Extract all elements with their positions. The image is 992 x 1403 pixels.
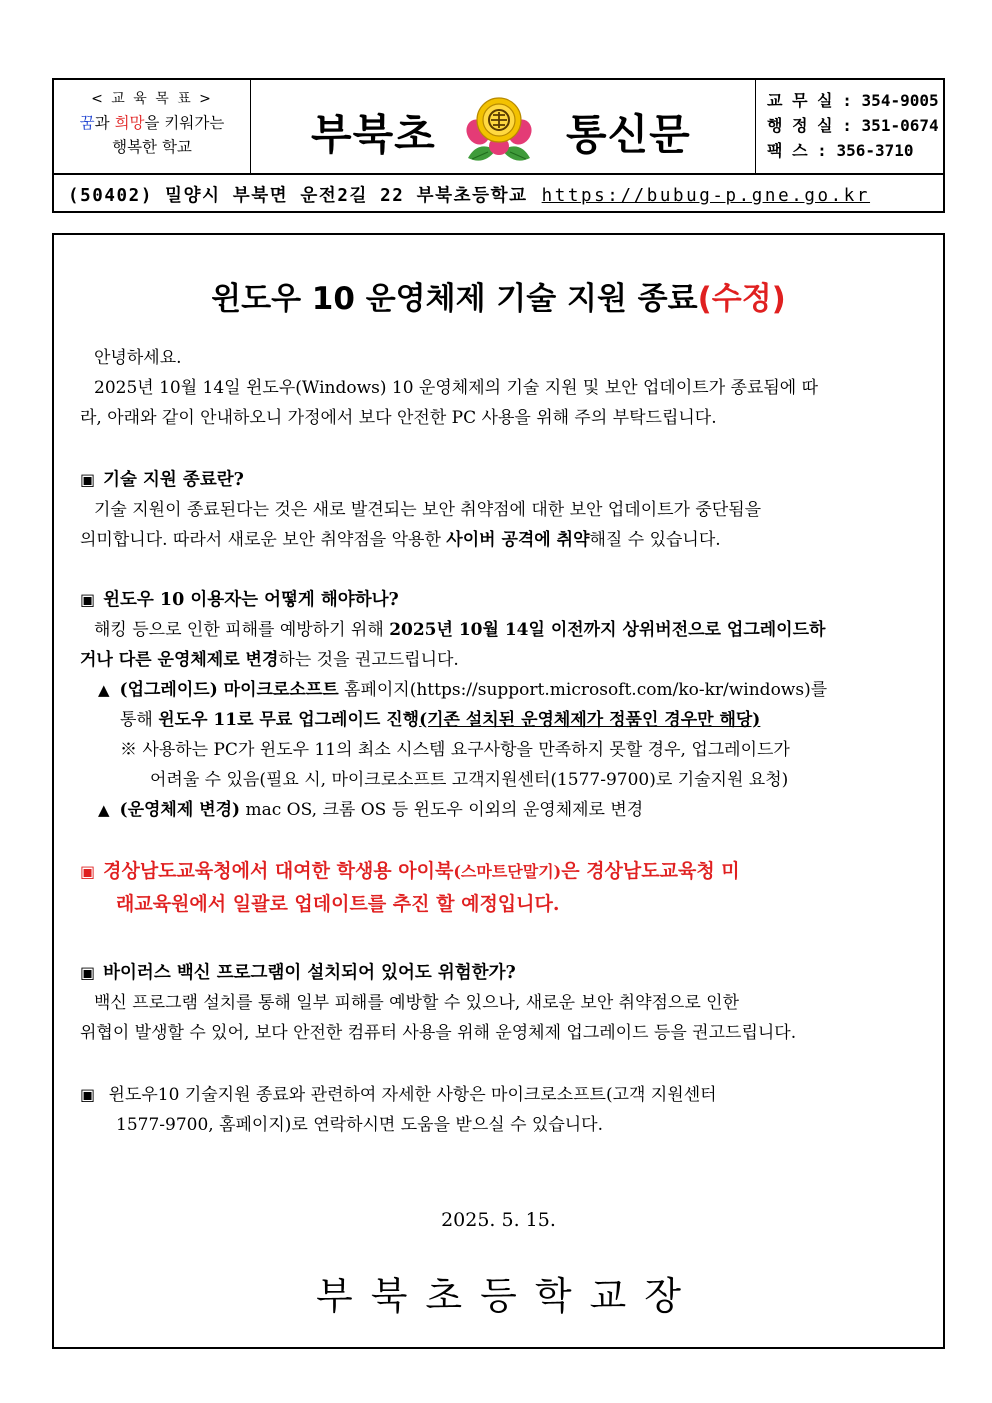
contact-value: 354-9005 [861, 91, 939, 110]
goal-word-hope: 희망 [114, 114, 145, 132]
section1-line2 [80, 525, 922, 555]
contact-row-admin [767, 113, 945, 138]
square-bullet-icon: ▣ [80, 1085, 96, 1104]
section4-line2: 1577-9700, 홈페이지)로 연락하시면 도움을 받으실 수 있습니다. [116, 1115, 603, 1135]
contact-label: 팩 스 : [767, 141, 827, 160]
text: 홈페이지(https://support.microsoft.com/ko-kr/windows)를 [338, 680, 828, 700]
triangle-bullet-icon: ▲ [98, 681, 110, 699]
notice-title-main: 윈도우 10 운영체제 기술 지원 종료 [211, 281, 698, 317]
notice-title [54, 273, 943, 318]
section-antivirus [80, 958, 922, 1048]
goal-word-dream: 꿈 [79, 114, 95, 132]
intro-greeting: 안녕하세요. [94, 348, 182, 368]
text: 의미합니다. 따라서 새로운 보안 취약점을 악용한 [80, 530, 447, 550]
ibook-update-alert [80, 855, 922, 920]
contact-value: 356-3710 [836, 141, 914, 160]
contact-row-academic [767, 88, 945, 113]
section-heading-text: 기술 지원 종료란? [103, 470, 244, 490]
note-line2: 어려울 수 있음(필요 시, 마이크로소프트 고객지원센터(1577-9700)로 기술지원 요청) [150, 770, 789, 790]
contact-info [756, 80, 945, 173]
header-title-area [251, 80, 756, 173]
contact-label: 교 무 실 : [767, 91, 852, 110]
note-line1: ※ 사용하는 PC가 윈도우 11의 최소 시스템 요구사항을 만족하지 못할 경우, 업그레이드가 [120, 740, 790, 760]
section-what-to-do [80, 585, 922, 825]
text: (스마트단말기) [453, 862, 562, 881]
education-goal [54, 80, 251, 173]
upgrade-item-cont [80, 705, 922, 735]
os-change-item [80, 795, 922, 825]
notice-title-revision: (수정) [697, 281, 786, 317]
goal-word-and: 과 [94, 114, 115, 132]
emphasis-text: (운영체제 변경) [119, 800, 241, 820]
contact-value: 351-0674 [861, 116, 939, 135]
notice-date: 2025. 5. 15. [441, 1209, 556, 1231]
underlined-text: (기존 설치된 운영체제가 정품인 경우만 해당) [419, 710, 761, 730]
text: 경상남도교육청에서 대여한 학생용 아이북 [103, 860, 454, 882]
education-goal-label: < 교 육 목 표 > [91, 91, 213, 107]
section3-line1: 백신 프로그램 설치를 통해 일부 피해를 예방할 수 있으나, 새로운 보안 취약점으로 인한 [94, 993, 740, 1013]
principal-signature: 부북초등학교장 [316, 1274, 699, 1318]
alert-line1 [80, 855, 922, 888]
contact-row-fax [767, 138, 945, 163]
square-bullet-icon: ▣ [80, 862, 96, 881]
text: 하는 것을 권고드립니다. [278, 650, 459, 670]
intro-line2: 라, 아래와 같이 안내하오니 가정에서 보다 안전한 PC 사용을 위해 주의 부탁드립니다. [80, 408, 717, 428]
alert-line2: 래교육원에서 일괄로 업데이트를 추진 할 예정입니다. [116, 893, 560, 915]
school-name: 부북초 [311, 110, 436, 159]
section1-line1: 기술 지원이 종료된다는 것은 새로 발견되는 보안 취약점에 대한 보안 업데이트가 중단됨을 [94, 500, 762, 520]
emphasis-text: (업그레이드) 마이크로소프트 [119, 680, 339, 700]
section-support-end [80, 465, 922, 555]
text: mac OS, 크롬 OS 등 윈도우 이외의 운영체제로 변경 [240, 800, 644, 820]
text: 해킹 등으로 인한 피해를 예방하기 위해 [94, 620, 390, 640]
upgrade-item [80, 675, 922, 705]
section-heading-text: 바이러스 백신 프로그램이 설치되어 있어도 위험한가? [103, 963, 516, 983]
text: 통해 [120, 710, 159, 730]
section4-line1 [80, 1080, 922, 1110]
text: 은 경상남도교육청 미 [561, 860, 740, 882]
section-heading [80, 585, 922, 615]
square-bullet-icon: ▣ [80, 590, 96, 609]
emphasis-text: 2025년 10월 14일 이전까지 상위버전으로 업그레이드하 [389, 620, 826, 640]
school-website-link[interactable]: https://bubug-p.gne.go.kr [541, 186, 871, 206]
school-emblem-icon [458, 88, 540, 168]
section-heading-text: 윈도우 10 이용자는 어떻게 해야하나? [103, 590, 399, 610]
intro-paragraph [80, 343, 922, 433]
address-bar [54, 175, 943, 213]
section-heading [80, 465, 922, 495]
newsletter-header [52, 78, 945, 213]
text: 윈도우10 기술지원 종료와 관련하여 자세한 사항은 마이크로소프트(고객 지원센터 [108, 1085, 717, 1105]
goal-word-grow: 을 키워가는 [144, 114, 225, 132]
section2-line1 [80, 615, 922, 645]
emphasis-text: 윈도우 11로 무료 업그레이드 진행 [158, 710, 420, 730]
section2-line2 [80, 645, 922, 675]
intro-line1: 2025년 10월 14일 윈도우(Windows) 10 운영체제의 기술 지원 및 보안 업데이트가 종료됨에 따 [94, 378, 819, 398]
notice-body [52, 233, 945, 1349]
section-contact [80, 1080, 922, 1140]
square-bullet-icon: ▣ [80, 963, 96, 982]
text: 해질 수 있습니다. [589, 530, 721, 550]
emphasis-text: 거나 다른 운영체제로 변경 [80, 650, 279, 670]
section-heading [80, 958, 922, 988]
triangle-bullet-icon: ▲ [98, 801, 110, 819]
square-bullet-icon: ▣ [80, 470, 96, 489]
education-goal-line1 [54, 111, 250, 135]
header-top-row [54, 80, 943, 175]
section3-line2: 위협이 발생할 수 있어, 보다 안전한 컴퓨터 사용을 위해 운영체제 업그레이드 등을 권고드립니다. [80, 1023, 797, 1043]
newsletter-label: 통신문 [566, 110, 691, 159]
school-address: (50402) 밀양시 부북면 운전2길 22 부북초등학교 [68, 186, 528, 206]
contact-label: 행 정 실 : [767, 116, 852, 135]
education-goal-line2: 행복한 학교 [112, 138, 192, 156]
emphasis-text: 사이버 공격에 취약 [446, 530, 590, 550]
